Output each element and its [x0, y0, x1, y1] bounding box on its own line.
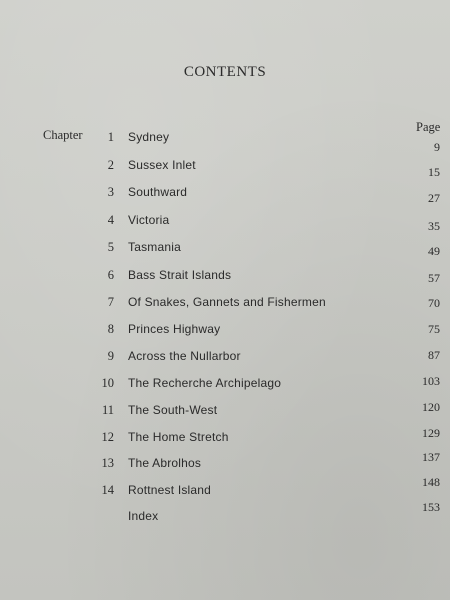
contents-entry [0, 158, 450, 179]
chapter-number: 1 [107, 130, 114, 144]
contents-entry [0, 185, 450, 203]
page-number: 49 [428, 244, 440, 258]
contents-entry [0, 450, 450, 474]
chapter-title: The Home Stretch [128, 430, 229, 444]
chapter-number: 7 [107, 295, 114, 309]
contents-entry [0, 376, 450, 394]
chapter-title: Princes Highway [128, 322, 221, 336]
chapter-number: 13 [101, 456, 114, 470]
page-number: 153 [422, 500, 440, 514]
contents-entry [0, 475, 450, 501]
page-number: 137 [422, 450, 440, 464]
page-number: 120 [422, 400, 440, 414]
chapter-number: 3 [107, 185, 114, 199]
page-number: 103 [422, 374, 440, 388]
page-number: 9 [434, 140, 440, 154]
page-number: 35 [428, 219, 440, 233]
page-number: 57 [428, 271, 440, 285]
contents-entry [0, 213, 450, 231]
page-number: 129 [422, 426, 440, 440]
chapter-title: Rottnest Island [128, 483, 212, 497]
chapter-title: Index [128, 509, 159, 523]
chapter-number: 10 [101, 376, 114, 390]
page-number: 148 [422, 475, 440, 489]
chapter-title: Tasmania [128, 240, 181, 254]
chapter-number: 12 [101, 430, 114, 444]
contents-entry [0, 240, 450, 258]
contents-entry [0, 295, 450, 313]
page-number: 87 [428, 348, 440, 362]
chapter-number: 6 [107, 268, 114, 282]
chapter-number: 5 [107, 240, 114, 254]
chapter-title: Victoria [128, 213, 170, 227]
chapter-title: Across the Nullarbor [128, 349, 241, 363]
chapter-number: 4 [107, 213, 114, 227]
chapter-title: Bass Strait Islands [128, 268, 232, 282]
contents-entry [0, 400, 450, 421]
chapter-number: 9 [107, 349, 114, 363]
contents-entry [0, 349, 450, 367]
contents-entry [0, 426, 450, 448]
chapter-title: The South-West [128, 403, 218, 417]
page-number: 75 [428, 322, 440, 336]
chapter-title: The Abrolhos [128, 456, 202, 470]
page-number: 27 [428, 191, 440, 205]
contents-entry [0, 500, 450, 527]
chapter-number: 11 [101, 403, 114, 417]
chapter-title: Sussex Inlet [128, 158, 196, 172]
contents-heading: CONTENTS [183, 64, 267, 80]
page-number: 70 [428, 296, 440, 310]
chapter-title: Southward [128, 185, 188, 199]
chapter-title: Of Snakes, Gannets and Fishermen [128, 295, 326, 309]
contents-entry [0, 130, 450, 154]
contents-entry [0, 268, 450, 286]
chapter-column-label: Chapter [43, 128, 83, 142]
chapter-title: The Recherche Archipelago [128, 376, 282, 390]
contents-entry [0, 322, 450, 340]
page-number: 15 [428, 165, 440, 179]
chapter-title: Sydney [128, 130, 170, 144]
chapter-number: 8 [107, 322, 114, 336]
chapter-number: 2 [107, 158, 114, 172]
page-column-label: Page [416, 120, 441, 134]
chapter-number: 14 [101, 483, 114, 497]
